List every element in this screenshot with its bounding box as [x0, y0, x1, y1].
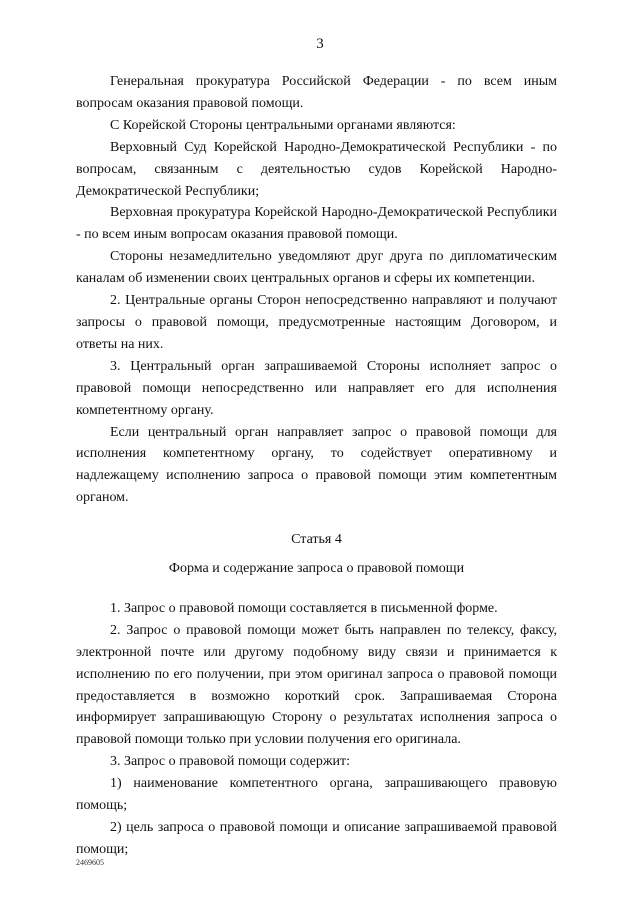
document-code: 2469605 [76, 858, 104, 867]
paragraph: 2. Запрос о правовой помощи может быть направлен по телексу, факсу, электронной почте или другому подобному виду связи и принимается к исполнению по его получении, при этом оригинал запроса о правовой помощи предоставляется в возможно короткий срок. Запрашиваемая Сторона информирует запрашивающую Сторону о результатах исполнения запроса о правовой помощи только при условии получения его оригинала. [76, 622, 557, 748]
paragraph: Верховная прокуратура Корейской Народно-Демократической Республики - по всем иным вопросам оказания правовой помощи. [76, 205, 557, 243]
paragraph: С Корейской Стороны центральными органами являются: [110, 117, 456, 133]
paragraph: Верховный Суд Корейской Народно-Демократической Республики - по вопросам, связанным с деятельностью судов Корейской Народно-Демократической Республики; [76, 139, 557, 199]
paragraph: Стороны незамедлительно уведомляют друг друга по дипломатическим каналам об изменении своих центральных органов и сферы их компетенции. [76, 249, 557, 287]
paragraph: 3. Центральный орган запрашиваемой Стороны исполняет запрос о правовой помощи непосредственно или направляет его для исполнения компетентному органу. [76, 358, 557, 418]
paragraph: 1. Запрос о правовой помощи составляется в письменной форме. [110, 600, 498, 616]
list-item: 1) наименование компетентного органа, запрашивающего правовую помощь; [76, 776, 557, 814]
article-subtitle: Форма и содержание запроса о правовой помощи [168, 561, 465, 577]
article-title: Статья 4 [291, 532, 342, 548]
page-number: 3 [316, 36, 324, 52]
paragraph: 2. Центральные органы Сторон непосредственно направляют и получают запросы о правовой помощи, предусмотренные настоящим Договором, и ответы на них. [76, 293, 557, 352]
paragraph: Генеральная прокуратура Российской Федерации - по всем иным вопросам оказания правовой помощи. [76, 74, 557, 111]
document-body [76, 71, 557, 861]
paragraph: Если центральный орган направляет запрос о правовой помощи для исполнения компетентному органу, то содействует оперативному и надлежащему исполнению запроса о правовой помощи этим компетентным органом. [76, 424, 557, 506]
list-item: 2) цель запроса о правовой помощи и описание запрашиваемой правовой помощи; [76, 820, 557, 857]
paragraph: 3. Запрос о правовой помощи содержит: [110, 754, 351, 770]
